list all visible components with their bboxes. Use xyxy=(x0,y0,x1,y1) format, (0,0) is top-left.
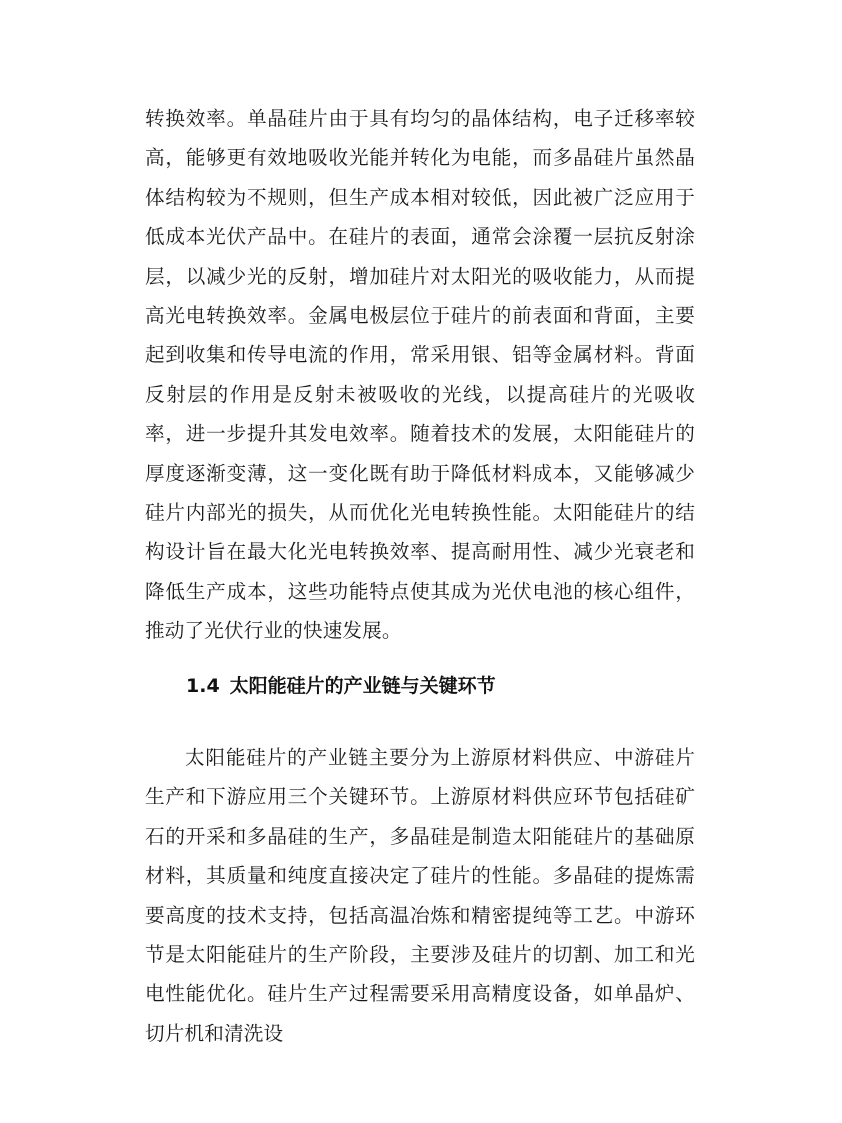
body-paragraph-silicon-wafer-structure: 转换效率。单晶硅片由于具有均匀的晶体结构，电子迁移率较高，能够更有效地吸收光能并转化为电能，而多晶硅片虽然晶体结构较为不规则，但生产成本相对较低，因此被广泛应用于低成本光伏产品中。在硅片的表面，通常会涂覆一层抗反射涂层，以减少光的反射，增加硅片对太阳光的吸收能力，从而提高光电转换效率。金属电极层位于硅片的前表面和背面，主要起到收集和传导电流的作用，常采用银、铝等金属材料。背面反射层的作用是反射未被吸收的光线，以提高硅片的光吸收率，进一步提升其发电效率。随着技术的发展，太阳能硅片的厚度逐渐变薄，这一变化既有助于降低材料成本，又能够减少硅片内部光的损失，从而优化光电转换性能。太阳能硅片的结构设计旨在最大化光电转换效率、提高耐用性、减少光衰老和降低生产成本，这些功能特点使其成为光伏电池的核心组件，推动了光伏行业的快速发展。 xyxy=(145,107,695,643)
section-heading xyxy=(186,672,496,700)
section-number: 1.4 xyxy=(186,675,220,697)
section-title: 太阳能硅片的产业链与关键环节 xyxy=(229,675,496,697)
body-paragraph-industry-chain: 太阳能硅片的产业链主要分为上游原材料供应、中游硅片生产和下游应用三个关键环节。上游原材料供应环节包括硅矿石的开采和多晶硅的生产，多晶硅是制造太阳能硅片的基础原材料，其质量和纯度直接决定了硅片的性能。多晶硅的提炼需要高度的技术支持，包括高温冶炼和精密提纯等工艺。中游环节是太阳能硅片的生产阶段，主要涉及硅片的切割、加工和光电性能优化。硅片生产过程需要采用高精度设备，如单晶炉、切片机和清洗设 xyxy=(145,746,695,1045)
